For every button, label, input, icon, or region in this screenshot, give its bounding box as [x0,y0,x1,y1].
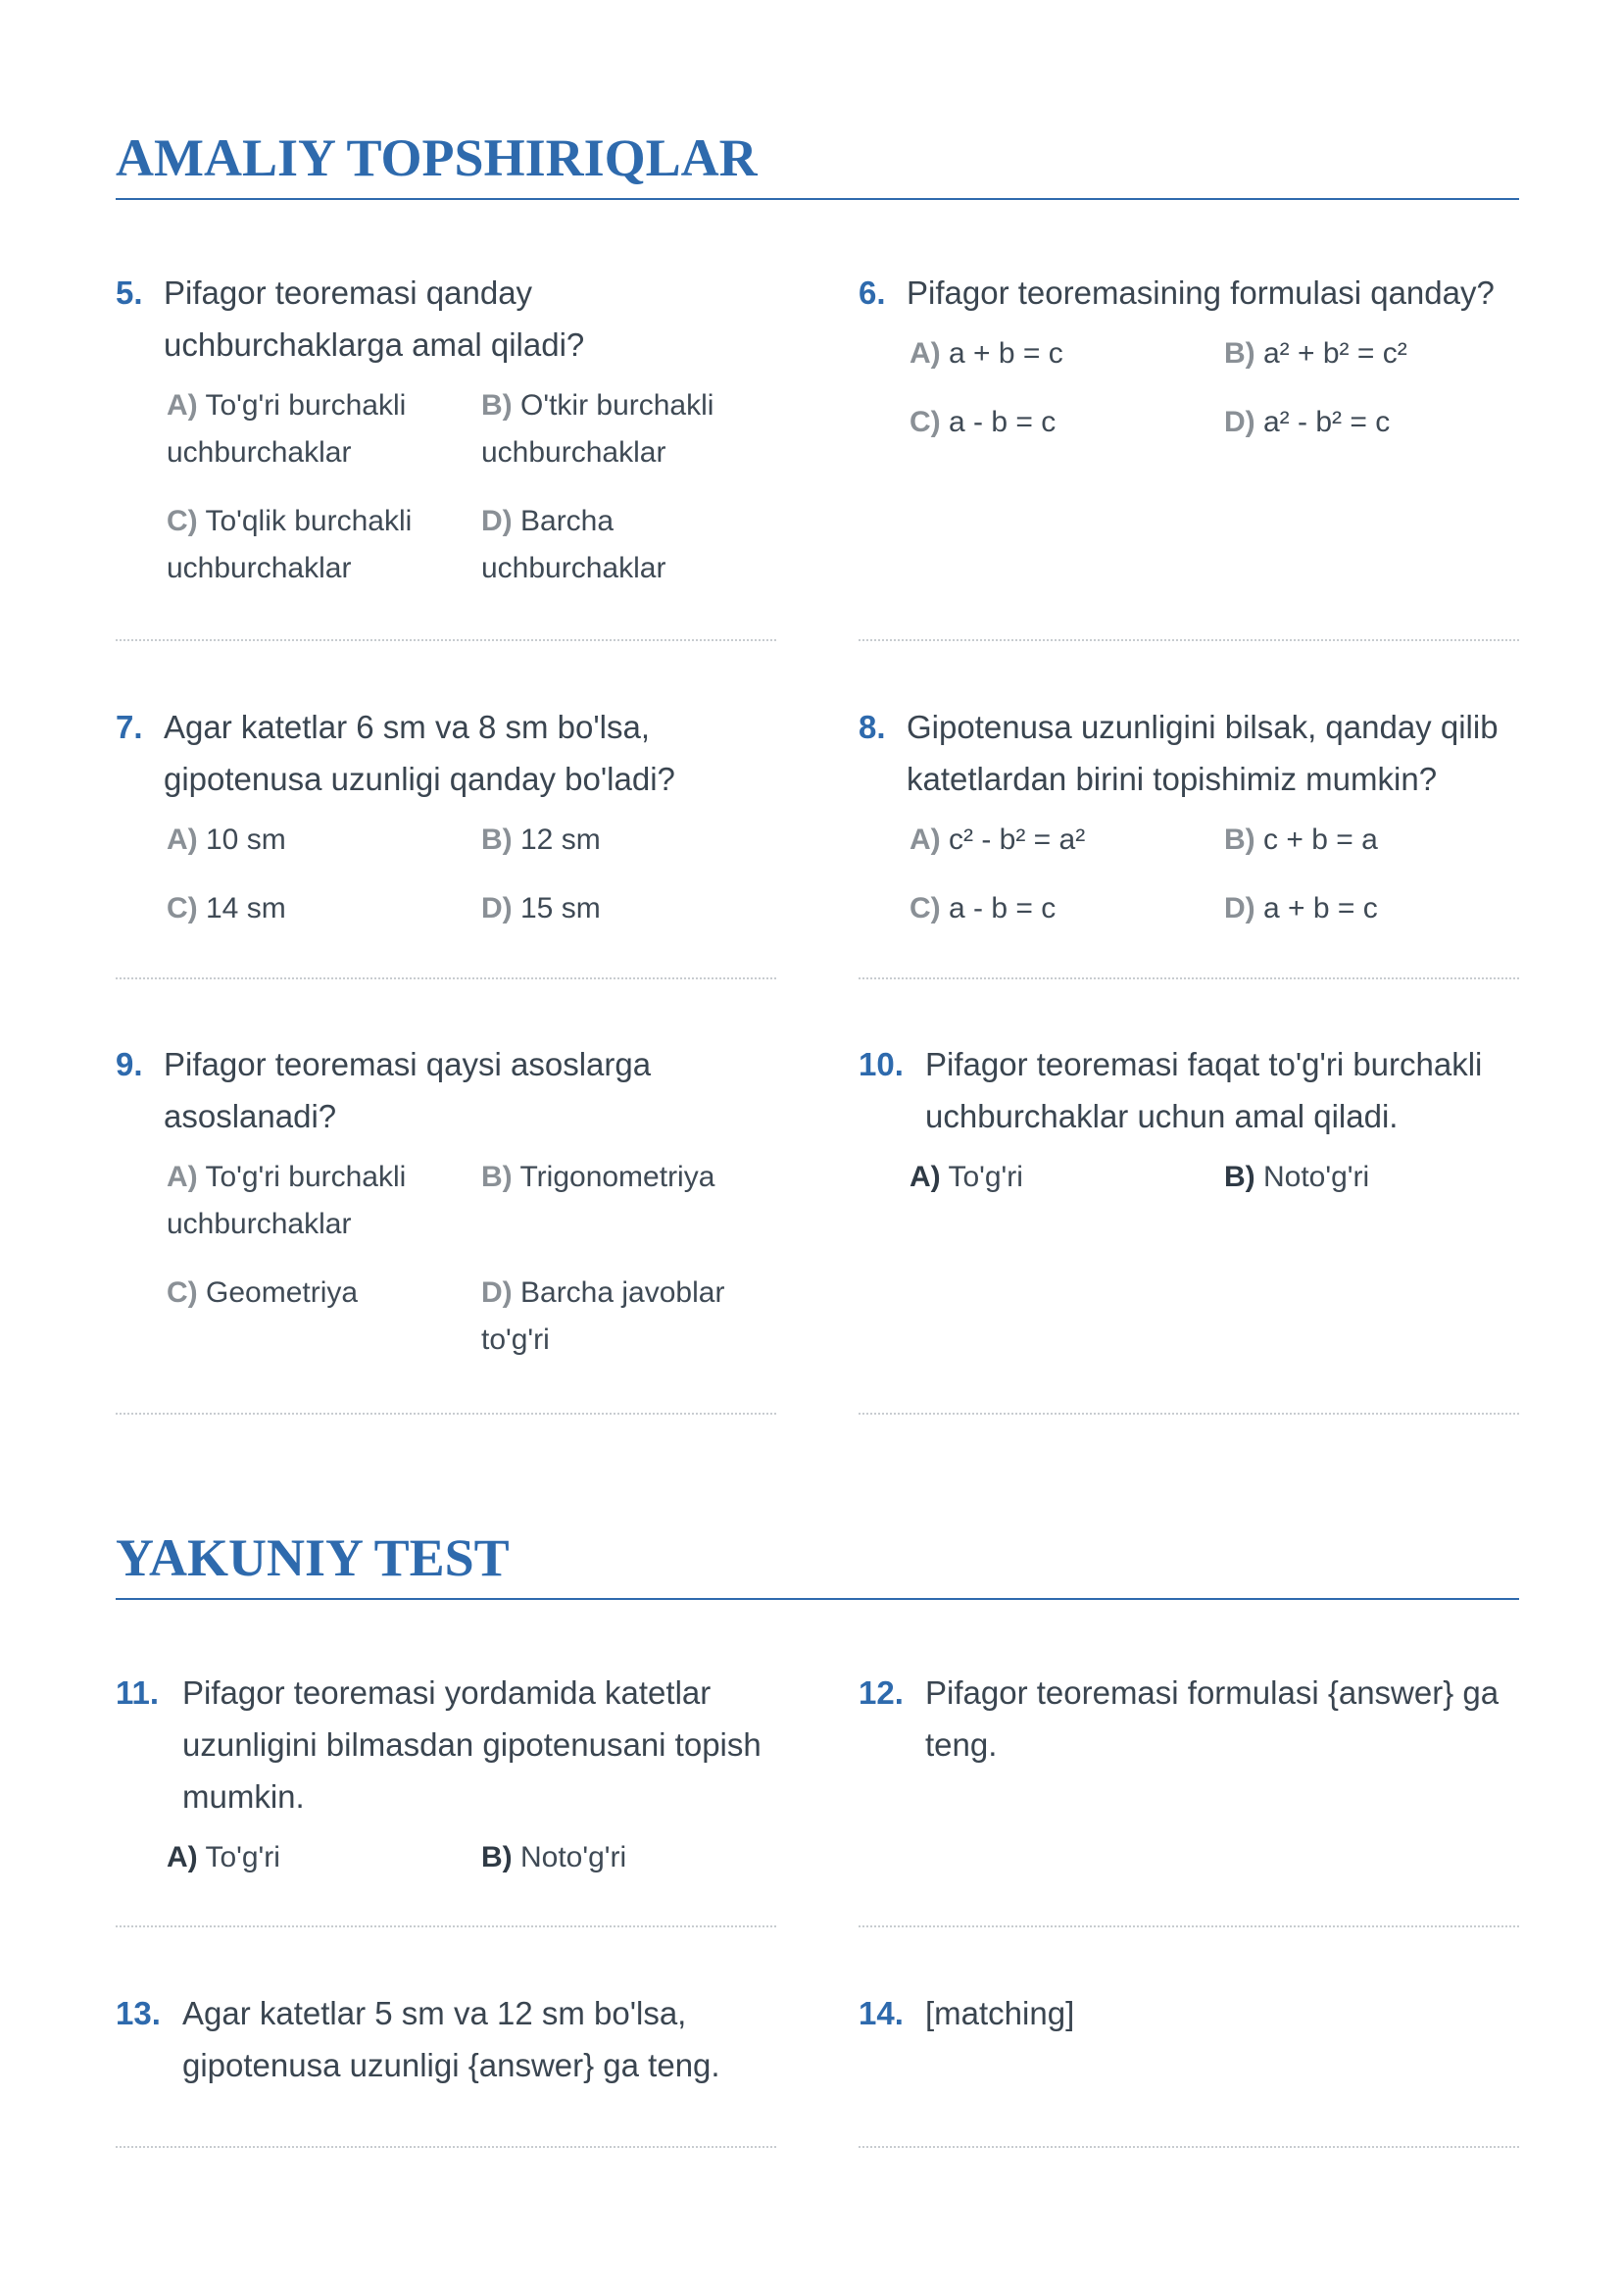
option-text: a² + b² = c² [1263,337,1407,370]
option-c[interactable] [910,399,1224,446]
option-text: O'tkir burchakli uchburchaklar [481,389,714,469]
option-letter: C) [910,892,941,924]
option-letter: B) [481,1161,513,1193]
option-a[interactable] [910,330,1224,377]
question-text: Pifagor teoremasi faqat to'g'ri burchakli uchburchaklar uchun amal qiladi. [925,1046,1483,1134]
option-text: To'qlik burchakli uchburchaklar [167,505,413,584]
option-letter: B) [1224,824,1255,856]
option-c[interactable] [167,885,481,932]
option-letter: A) [910,824,941,856]
option-text: Trigonometriya [519,1161,715,1193]
section-title: YAKUNIY TEST [116,1531,1519,1600]
option-letter: B) [481,389,513,422]
option-a[interactable] [167,817,481,864]
option-text: Noto'g'ri [1263,1161,1370,1193]
option-false[interactable] [1224,1154,1539,1201]
option-true[interactable] [910,1154,1224,1201]
option-text: 14 sm [206,892,286,924]
option-text: Barcha javoblar to'g'ri [481,1276,725,1356]
option-b[interactable] [481,817,796,864]
option-d[interactable] [481,885,796,932]
option-text: To'g'ri [205,1841,280,1873]
question-8 [859,701,1519,979]
question-10 [859,1038,1519,1415]
option-letter: A) [910,1161,941,1193]
question-text: [matching] [925,1995,1075,2031]
option-a[interactable] [167,1154,481,1248]
option-b[interactable] [1224,817,1539,864]
option-letter: C) [910,406,941,438]
question-number: 8. [859,709,886,745]
option-b[interactable] [481,1154,796,1248]
question-number: 13. [116,1995,161,2031]
question-text: Gipotenusa uzunligini bilsak, qanday qilib katetlardan birini topishimiz mumkin? [907,709,1499,797]
question-number: 10. [859,1046,904,1082]
option-d[interactable] [1224,885,1539,932]
option-text: 12 sm [520,824,601,856]
question-text: Pifagor teoremasi formulasi {answer} ga teng. [925,1674,1500,1763]
option-letter: A) [167,1161,198,1193]
option-d[interactable] [481,498,796,592]
option-text: To'g'ri burchakli uchburchaklar [167,1161,407,1240]
section-practical-tasks [116,128,1519,200]
question-7 [116,701,776,979]
option-text: Noto'g'ri [520,1841,627,1873]
question-number: 6. [859,275,886,311]
question-11 [116,1667,776,1927]
option-letter: D) [1224,892,1255,924]
option-b[interactable] [1224,330,1539,377]
option-b[interactable] [481,382,796,476]
option-text: a² - b² = c [1263,406,1391,438]
question-text: Agar katetlar 6 sm va 8 sm bo'lsa, gipotenusa uzunligi qanday bo'ladi? [164,709,675,797]
option-d[interactable] [1224,399,1539,446]
question-14 [859,1987,1519,2148]
question-number: 7. [116,709,143,745]
option-text: c + b = a [1263,824,1378,856]
section-title: AMALIY TOPSHIRIQLAR [116,131,1519,200]
option-letter: D) [481,892,513,924]
question-text: Pifagor teoremasining formulasi qanday? [907,275,1495,311]
option-letter: D) [1224,406,1255,438]
option-letter: A) [167,824,198,856]
option-a[interactable] [167,382,481,476]
option-text: 15 sm [520,892,601,924]
option-letter: A) [167,1841,198,1873]
question-text: Pifagor teoremasi yordamida katetlar uzunligini bilmasdan gipotenusani topish mumkin. [182,1674,762,1815]
question-number: 9. [116,1046,143,1082]
option-letter: C) [167,892,198,924]
option-text: a - b = c [949,406,1057,438]
option-letter: A) [167,389,198,422]
option-false[interactable] [481,1834,796,1881]
option-c[interactable] [910,885,1224,932]
option-text: a - b = c [949,892,1057,924]
option-text: c² - b² = a² [949,824,1086,856]
question-13 [116,1987,776,2148]
option-text: a + b = c [949,337,1063,370]
option-letter: B) [1224,337,1255,370]
option-letter: C) [167,1276,198,1309]
question-text: Pifagor teoremasi qaysi asoslarga asoslanadi? [164,1046,652,1134]
option-text: 10 sm [206,824,286,856]
option-letter: B) [1224,1161,1255,1193]
question-number: 14. [859,1995,904,2031]
option-text: To'g'ri [948,1161,1023,1193]
question-number: 11. [116,1674,160,1711]
option-letter: A) [910,337,941,370]
question-5 [116,267,776,641]
option-letter: D) [481,505,513,537]
option-letter: D) [481,1276,513,1309]
option-letter: C) [167,505,198,537]
question-6 [859,267,1519,641]
section-final-test [116,1528,1519,1600]
option-text: a + b = c [1263,892,1378,924]
option-letter: B) [481,824,513,856]
option-text: Barcha uchburchaklar [481,505,666,584]
question-text: Pifagor teoremasi qanday uchburchaklarga amal qiladi? [164,275,585,363]
option-a[interactable] [910,817,1224,864]
question-12 [859,1667,1519,1927]
option-letter: B) [481,1841,513,1873]
question-9 [116,1038,776,1415]
option-text: Geometriya [206,1276,359,1309]
option-d[interactable] [481,1270,796,1364]
question-number: 5. [116,275,143,311]
option-c[interactable] [167,1270,481,1364]
question-number: 12. [859,1674,904,1711]
option-text: To'g'ri burchakli uchburchaklar [167,389,407,469]
question-text: Agar katetlar 5 sm va 12 sm bo'lsa, gipotenusa uzunligi {answer} ga teng. [182,1995,720,2083]
option-c[interactable] [167,498,481,592]
option-true[interactable] [167,1834,481,1881]
